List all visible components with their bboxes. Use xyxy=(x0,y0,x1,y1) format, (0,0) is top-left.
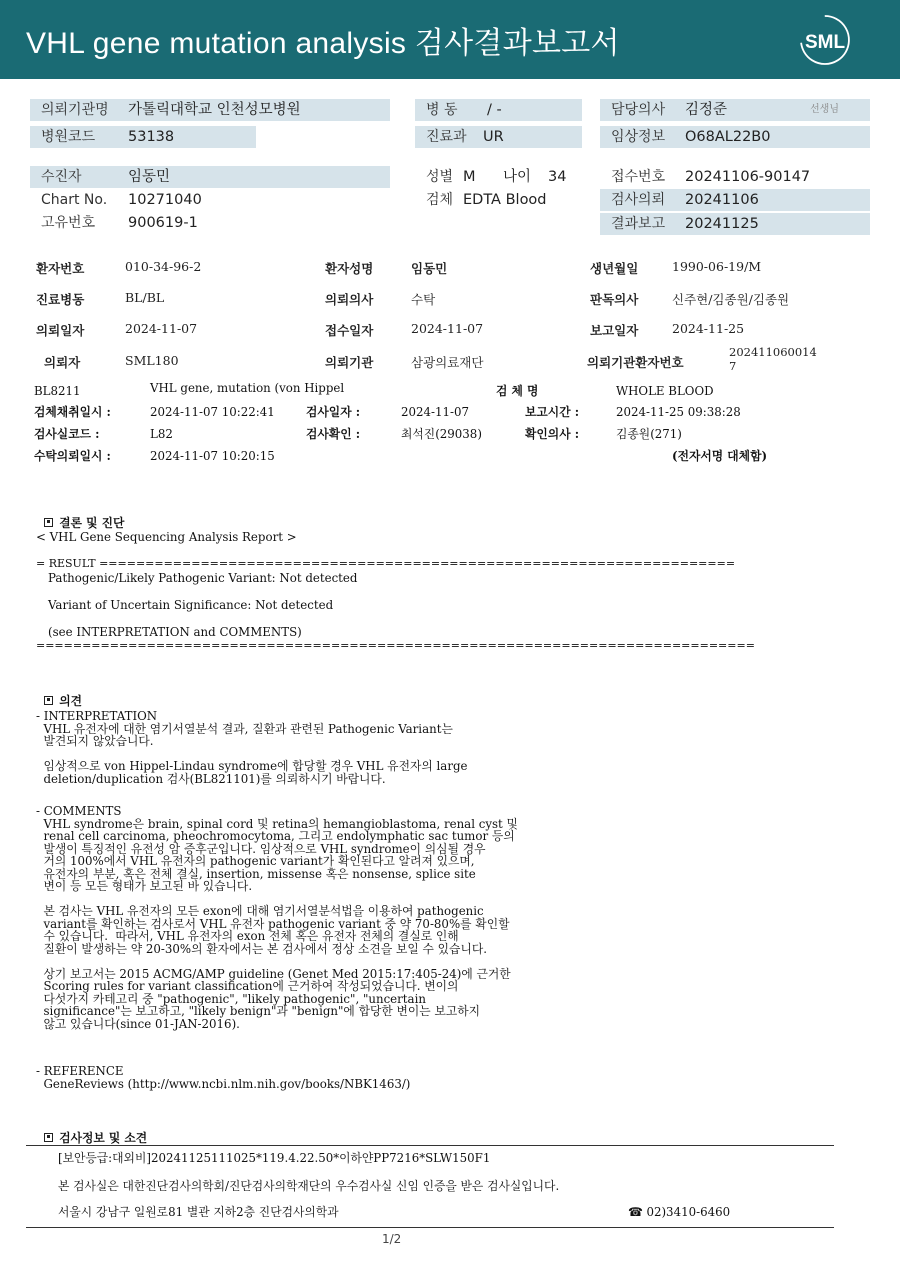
ward-info-label: 진료병동 xyxy=(36,292,85,307)
uid-field xyxy=(30,212,390,234)
test-date-label: 검사일자 : xyxy=(306,405,361,419)
result-vus: Variant of Uncertain Significance: Not detected xyxy=(48,598,334,612)
pt-name-value: 임동민 xyxy=(411,261,448,276)
consign-label: 수탁의뢰일시 : xyxy=(34,449,111,463)
footer-top-rule xyxy=(26,1145,834,1146)
doctor-field xyxy=(600,99,870,121)
rep-date-value: 2024-11-25 xyxy=(672,321,745,336)
specimen-value: EDTA Blood xyxy=(463,192,547,208)
hospital-code-label: 병원코드 xyxy=(41,129,96,145)
req-date-label: 의뢰일자 xyxy=(36,323,85,338)
patient-value: 임동민 xyxy=(128,169,171,185)
lab-code-label: 검사실코드 : xyxy=(34,427,100,441)
report-time-label: 보고시간 : xyxy=(525,405,580,419)
doctor-value: 김정준 xyxy=(685,102,728,118)
reading-label: 판독의사 xyxy=(590,292,639,307)
report-date-field xyxy=(600,213,870,235)
phone-line: ☎ 02)3410-6460 xyxy=(628,1205,731,1219)
clinical-label: 임상정보 xyxy=(611,129,666,145)
reference-text: - REFERENCE GeneReviews (http://www.ncbi.nlm.nih.gov/books/NBK1463/) xyxy=(36,1064,411,1091)
test-specimen-label: 검 체 명 xyxy=(496,384,539,398)
requester-inst-value: 가톨릭대학교 인천성모병원 xyxy=(128,102,301,118)
report-date-value: 20241125 xyxy=(685,216,759,232)
ward-field xyxy=(415,99,582,121)
requester-label: 의뢰자 xyxy=(44,355,81,370)
confirm-dr-label: 확인의사 : xyxy=(525,427,580,441)
ref-dr-label: 의뢰의사 xyxy=(325,292,374,307)
pt-no-label: 환자번호 xyxy=(36,261,85,276)
doctor-label: 담당의사 xyxy=(611,102,666,118)
confirm-label: 검사확인 : xyxy=(306,427,361,441)
consign-value: 2024-11-07 10:20:15 xyxy=(150,449,275,463)
uid-value: 900619-1 xyxy=(128,215,198,231)
chart-label: Chart No. xyxy=(41,192,108,208)
test-date-value: 2024-11-07 xyxy=(401,405,470,419)
receipt-value: 20241106-90147 xyxy=(685,169,811,185)
ref-inst-label: 의뢰기관 xyxy=(325,355,374,370)
lab-info-heading-text: 검사정보 및 소견 xyxy=(59,1130,148,1145)
ref-pt-value-2: 7 xyxy=(729,359,737,373)
dob-value: 1990-06-19/M xyxy=(672,259,762,274)
report-title: VHL gene mutation analysis 검사결과보고서 xyxy=(26,27,620,60)
dept-value: UR xyxy=(483,129,504,145)
sex-label: 성별 xyxy=(426,169,454,185)
report-header xyxy=(0,0,900,79)
dept-label: 진료과 xyxy=(426,129,467,145)
clinical-field xyxy=(600,126,870,148)
req-date-value: 2024-11-07 xyxy=(125,321,198,336)
lab-info-heading xyxy=(36,1119,147,1144)
pt-no-value: 010-34-96-2 xyxy=(125,259,202,274)
conclusion-heading xyxy=(36,504,124,529)
reading-value: 신주현/김종원/김종원 xyxy=(672,292,790,307)
square-bullet-icon xyxy=(44,1133,53,1142)
rep-date-label: 보고일자 xyxy=(590,323,639,338)
lab-code-value: L82 xyxy=(150,427,173,441)
report-date-label: 결과보고 xyxy=(611,216,666,232)
report-time-value: 2024-11-25 09:38:28 xyxy=(616,405,741,419)
age-label: 나이 xyxy=(503,169,532,185)
ref-inst-value: 삼광의료재단 xyxy=(411,355,484,370)
square-bullet-icon xyxy=(44,696,53,705)
receipt-field xyxy=(600,166,870,188)
ward-label: 병 동 xyxy=(426,102,458,118)
address-line: 서울시 강남구 일원로81 별관 지하2층 진단검사의학과 xyxy=(58,1205,339,1219)
collect-label: 검체채취일시 : xyxy=(34,405,111,419)
requester-inst-label: 의뢰기관명 xyxy=(41,102,109,118)
conclusion-heading-text: 결론 및 진단 xyxy=(59,515,125,530)
ref-pt-label: 의뢰기관환자번호 xyxy=(587,355,684,370)
sex-age-field xyxy=(415,166,585,188)
patient-label: 수진자 xyxy=(41,169,82,185)
security-line: [보안등급:대외비]20241125111025*119.4.22.50*이하얀PP7216*SLW150F1 xyxy=(58,1151,491,1165)
uid-label: 고유번호 xyxy=(41,215,96,231)
comments-text: - COMMENTS VHL syndrome은 brain, spinal cord 및 retina의 hemangioblastoma, renal cyst 및 renal cell carcinoma, pheochromocytoma, 그리고 endolymphatic sac tumor 등의 발생이 특징적인 유전성 암 증후군입니다. 임상적으로 VHL syndrome이 의심될 경우 거의 100%에서 VHL 유전자의 pathogenic variant가 확인된다고 알려져 있으며, 유전자의 부분, 혹은 전체 결실, insertion, missense 혹은 nonsense, splice site 변이 등 모든 형태가 보고된 바 있습니다. 본 검사는 VHL 유전자의 모든 exon에 대해 염기서열분석법을 이용하여 pathogenic variant를 확인하는 검사로서 VHL 유전자 pathogenic variant 중 약 70-80%를 확인할 수 있습니다. 따라서, VHL 유전자의 exon 전체 혹은 유전자 전체의 결실로 인해 질환이 발생하는 약 20-30%의 환자에서는 본 검사에서 정상 소견을 보일 수 있습니다. 상기 보고서는 2015 ACMG/AMP guideline (Genet Med 2015:17:405-24)에 근거한 Scoring rules for variant classification에 근거하여 작성되었습니다. 변이의 다섯가지 카테고리 중 "pathogenic", "likely pathogenic", "uncertain significance"는 보고하고, "likely benign"과 "benign"에 합당한 변이는 보고하지 않고 있습니다(since 01-JAN-2016). xyxy=(36,804,518,1031)
chart-field xyxy=(30,189,390,211)
clinical-value: O68AL22B0 xyxy=(685,129,771,145)
interpretation-text: - INTERPRETATION VHL 유전자에 대한 염기서열분석 결과, 질환과 관련된 Pathogenic Variant는 발견되지 않았습니다. 임상적으로 von Hippel-Lindau syndrome에 합당할 경우 VHL 유전자의 large deletion/duplication 검사(BL821101)를 의뢰하시기 바랍니다. xyxy=(36,709,468,786)
sml-logo xyxy=(797,12,853,68)
specimen-label: 검체 xyxy=(426,192,454,208)
dept-field xyxy=(415,126,582,148)
order-value: 20241106 xyxy=(685,192,759,208)
collect-value: 2024-11-07 10:22:41 xyxy=(150,405,275,419)
requester-value: SML180 xyxy=(125,353,179,368)
test-specimen-value: WHOLE BLOOD xyxy=(616,384,714,398)
square-bullet-icon xyxy=(44,518,53,527)
result-rule: = RESULT ===================================================================== xyxy=(36,557,736,570)
result-end-rule: ============================================================================== xyxy=(36,639,755,652)
receipt-label: 접수번호 xyxy=(611,169,666,185)
logo-text: SML xyxy=(804,32,846,53)
age-value: 34 xyxy=(548,169,567,185)
result-see-note: (see INTERPRETATION and COMMENTS) xyxy=(48,625,302,639)
order-label: 검사의뢰 xyxy=(611,192,666,208)
hospital-code-field xyxy=(30,126,256,148)
ward-value: / - xyxy=(487,102,502,118)
recv-date-value: 2024-11-07 xyxy=(411,321,484,336)
opinion-heading-text: 의견 xyxy=(59,693,83,708)
test-code: BL8211 xyxy=(34,384,81,398)
certification-line: 본 검사실은 대한진단검사의학회/진단검사의학재단의 우수검사실 신임 인증을 받은 검사실입니다. xyxy=(58,1179,560,1193)
confirm-dr-value: 김종원(271) xyxy=(616,427,682,441)
ref-pt-value-1: 202411060014 xyxy=(729,345,817,359)
confirm-value: 최석진(29038) xyxy=(401,427,482,441)
sex-value: M xyxy=(463,169,476,185)
result-pathogenic: Pathogenic/Likely Pathogenic Variant: Not detected xyxy=(48,571,358,585)
opinion-heading xyxy=(36,682,82,707)
esign-note: (전자서명 대체함) xyxy=(672,449,768,463)
dob-label: 생년월일 xyxy=(590,261,639,276)
pt-name-label: 환자성명 xyxy=(325,261,374,276)
ref-dr-value: 수탁 xyxy=(411,292,436,307)
report-subtitle: < VHL Gene Sequencing Analysis Report > xyxy=(36,530,297,544)
requester-inst-field xyxy=(30,99,390,121)
page-number: 1/2 xyxy=(382,1232,402,1246)
test-name: VHL gene, mutation (von Hippel xyxy=(150,381,345,395)
specimen-field xyxy=(415,189,585,211)
patient-field xyxy=(30,166,390,188)
order-field xyxy=(600,189,870,211)
hospital-code-value: 53138 xyxy=(128,129,175,145)
doctor-title: 선생님 xyxy=(810,104,839,115)
ward-info-value: BL/BL xyxy=(125,290,165,305)
chart-value: 10271040 xyxy=(128,192,202,208)
footer-bottom-rule xyxy=(26,1227,834,1228)
recv-date-label: 접수일자 xyxy=(325,323,374,338)
